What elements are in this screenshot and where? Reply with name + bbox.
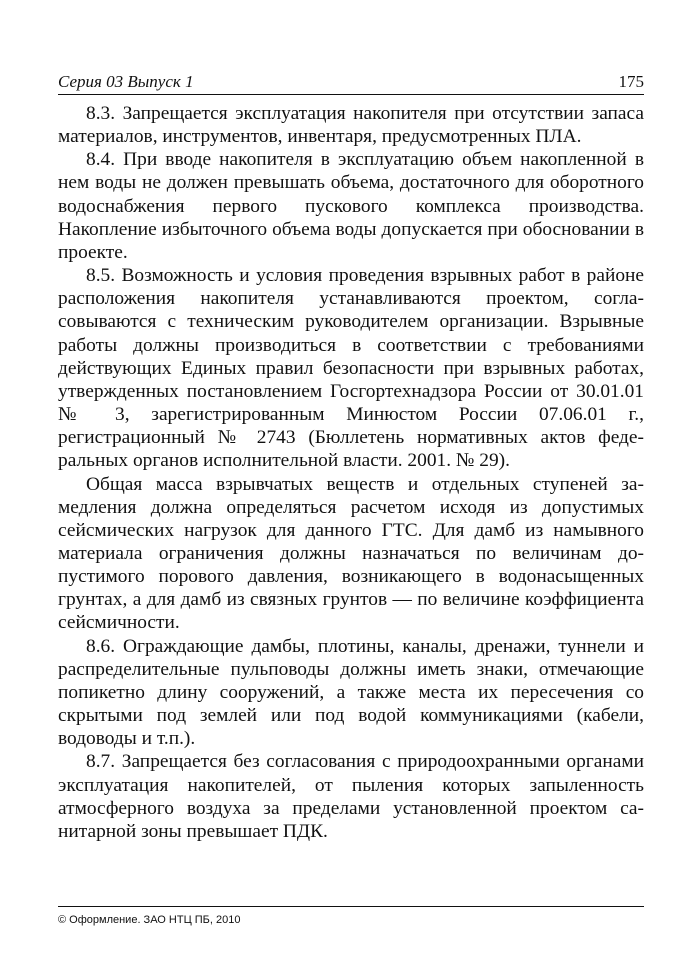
copyright-notice: © Оформление. ЗАО НТЦ ПБ, 2010 bbox=[58, 914, 241, 926]
paragraph-8-6: 8.6. Ограждающие дамбы, плотины, каналы, дренажи, туннели и распределительные пульповоды должны иметь знаки, отмечающие попикетно длину сооружений, а также места их пересечения со скрытыми под землей или под водой коммуникациями (кабели, водоводы и т.п.). bbox=[58, 635, 644, 750]
paragraph-8-7: 8.7. Запрещается без согласования с природоохранными органами эксплуатация накопителей, от пыления которых запыленность атмосферного воздуха за пределами установленной проектом санитарной зоны превышает ПДК. bbox=[58, 751, 644, 842]
running-header bbox=[58, 68, 644, 95]
document-page bbox=[58, 68, 644, 958]
paragraph-8-5: 8.5. Возможность и условия проведения взрывных работ в районе расположения накопителя устанавливаются проектом, согласовываются с техническим руководителем организации. Взрывные работы должны производиться в соответствии с требованиями действующих Единых правил безопасности при взрывных работах, утвержденных постановлением Госгортехнадзора России от 30.01.01 № 3, зарегистрированным Минюстом России 07.06.01 г., регистрационный № 2743 (Бюллетень нормативных актов федеральных органов исполнительной власти. 2001. № 29). bbox=[58, 265, 644, 472]
paragraph-explosives-mass: Общая масса взрывчатых веществ и отдельных ступеней замедления должна определяться расчетом исходя из допустимых сейсмических нагрузок для данного ГТС. Для дамб из намывного материала ограничения должны назначаться по величинам допустимого порового давления, возникающего в водонасыщенных грунтах, а для дамб из связных грунтов — по величине коэффициента сейсмичности. bbox=[58, 473, 644, 634]
series-label: Серия 03 Выпуск 1 bbox=[58, 72, 194, 91]
paragraph-8-4: 8.4. При вводе накопителя в эксплуатацию объем накопленной в нем воды не должен превышать объема, достаточного для оборотного водоснабжения первого пускового комплекса производства. Накопление избыточного объема воды допускается при обосновании в проекте. bbox=[58, 149, 644, 263]
body-text bbox=[58, 102, 644, 843]
page-number: 175 bbox=[618, 72, 644, 91]
paragraph-8-3: 8.3. Запрещается эксплуатация накопителя при отсутствии запаса материалов, инструментов, инвентаря, предусмотренных ПЛА. bbox=[58, 103, 644, 148]
page-footer bbox=[58, 906, 644, 927]
